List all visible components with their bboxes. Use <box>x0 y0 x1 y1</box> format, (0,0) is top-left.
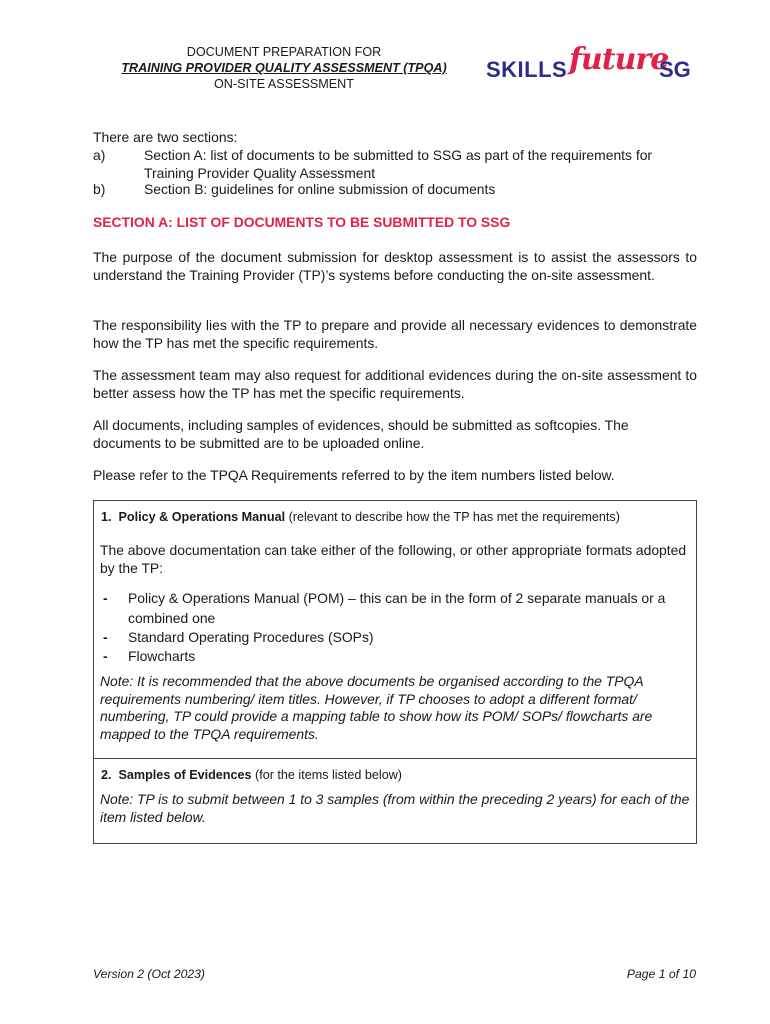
row2-note: Note: TP is to submit between 1 to 3 samples (from within the preceding 2 years) for each of the item listed below. <box>100 791 690 825</box>
intro-item-b-label: b) <box>93 181 106 197</box>
intro-item-a-text: Section A: list of documents to be submitted to SSG as part of the requirements for Training Provider Quality Assessment <box>144 147 653 181</box>
row1-bullet-marker-3: - <box>103 648 108 664</box>
footer-version: Version 2 (Oct 2023) <box>93 967 205 981</box>
skillsfuture-sg-logo <box>486 36 700 92</box>
logo-text-future: future <box>569 42 669 77</box>
footer-page-number: Page 1 of 10 <box>626 967 696 981</box>
intro-item-b-text: Section B: guidelines for online submission of documents <box>144 181 496 197</box>
table-row-policy-operations-manual <box>93 500 697 759</box>
row1-title-note: (relevant to describe how the TP has met the requirements) <box>288 510 620 524</box>
row1-bullet-2: Standard Operating Procedures (SOPs) <box>128 629 374 645</box>
row1-title-line <box>101 510 691 524</box>
row1-number: 1. <box>101 510 112 524</box>
row2-title: Samples of Evidences <box>118 768 252 782</box>
row1-bullet-marker-1: - <box>103 590 108 606</box>
row1-title: Policy & Operations Manual <box>118 510 286 524</box>
section-a-heading: SECTION A: LIST OF DOCUMENTS TO BE SUBMITTED TO SSG <box>93 214 511 230</box>
row1-intro: The above documentation can take either of the following, or other appropriate formats adopted by the TP: <box>100 542 687 576</box>
section-a-paragraph-2: The responsibility lies with the TP to prepare and provide all necessary evidences to demonstrate how the TP has met the specific requirements. <box>93 317 697 351</box>
logo-text-sg: SG <box>659 57 691 82</box>
section-a-paragraph-5: Please refer to the TPQA Requirements referred to by the item numbers listed below. <box>93 467 615 483</box>
row1-bullet-marker-2: - <box>103 629 108 645</box>
row1-bullet-3: Flowcharts <box>128 648 196 664</box>
row2-number: 2. <box>101 768 112 782</box>
doc-title-line-3: ON-SITE ASSESSMENT <box>214 77 354 91</box>
row1-note: Note: It is recommended that the above documents be organised according to the TPQA requirements numbering/ item titles. However, if TP chooses to adopt a different format/ numbering, TP could provide a mapping table to show how its POM/ SOPs/ flowcharts are mapped to the TPQA requirements. <box>100 673 653 742</box>
section-a-paragraph-1: The purpose of the document submission for desktop assessment is to assist the assessors to understand the Training Provider (TP)’s systems before conducting the on-site assessment. <box>93 249 697 283</box>
section-a-paragraph-3: The assessment team may also request for additional evidences during the on-site assessment to better assess how the TP has met the specific requirements. <box>93 367 697 401</box>
doc-title-line-1: DOCUMENT PREPARATION FOR <box>186 45 382 59</box>
section-a-paragraph-4: All documents, including samples of evidences, should be submitted as softcopies. The documents to be submitted are to be uploaded online. <box>93 417 629 451</box>
doc-title-line-2: TRAINING PROVIDER QUALITY ASSESSMENT (TPQA) <box>121 61 447 75</box>
intro-item-a-label: a) <box>93 147 106 163</box>
row2-title-line <box>101 768 691 782</box>
row1-bullet-1: Policy & Operations Manual (POM) – this can be in the form of 2 separate manuals or a combined one <box>128 590 666 626</box>
row2-title-note: (for the items listed below) <box>255 768 402 782</box>
intro-lead: There are two sections: <box>93 129 238 145</box>
table-row-samples-of-evidences <box>93 758 697 844</box>
logo-text-skills: SKILLS <box>486 57 568 82</box>
